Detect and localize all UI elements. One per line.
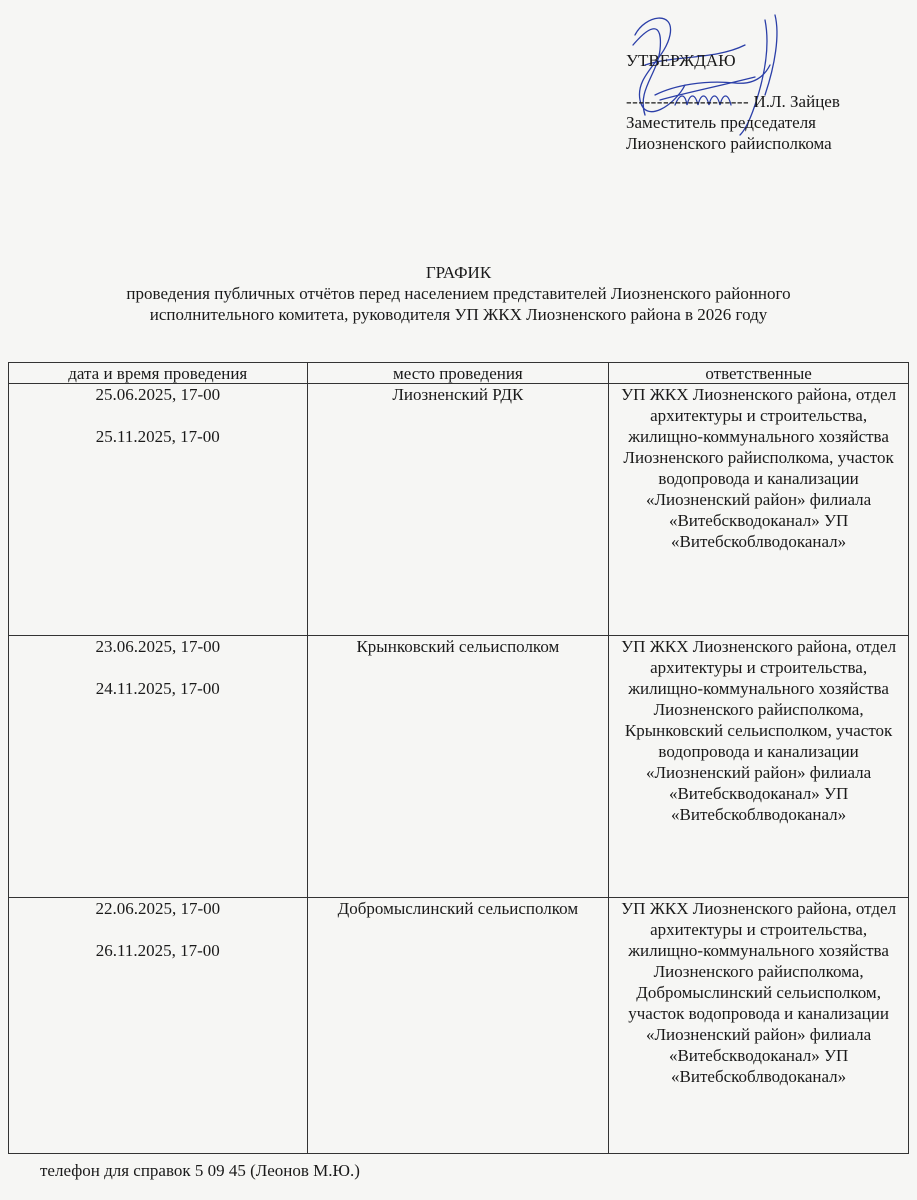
place-cell: Лиозненский РДК (307, 384, 609, 636)
responsible-cell: УП ЖКХ Лиозненского района, отдел архитектуры и строительства, жилищно-коммунального хозяйства Лиозненского райисполкома, Крынковский сельисполком, участок водопровода и канализации «Лиозненский район» филиала «Витебскводоканал» УП «Витебскоблводоканал» (609, 636, 909, 898)
date-first: 22.06.2025, 17-00 (95, 899, 221, 918)
document-subtitle-line1: проведения публичных отчётов перед населением представителей Лиозненского районного (126, 284, 791, 303)
place-cell: Добромыслинский сельисполком (307, 898, 609, 1154)
schedule-table (8, 362, 909, 1154)
column-header-responsible: ответственные (609, 363, 909, 384)
table-row (9, 384, 909, 636)
date-second: 24.11.2025, 17-00 (95, 679, 220, 698)
document-title-block (0, 262, 917, 325)
date-first: 23.06.2025, 17-00 (95, 637, 221, 656)
signatory-position-line1: Заместитель председателя (626, 113, 816, 132)
document-subtitle-line2: исполнительного комитета, руководителя УП ЖКХ Лиозненского района в 2026 году (149, 305, 768, 324)
signatory-name: И.Л. Зайцев (753, 92, 840, 111)
date-cell (9, 636, 308, 898)
table-header-row (9, 363, 909, 384)
approval-block (626, 50, 840, 154)
column-header-date: дата и время проведения (9, 363, 308, 384)
date-cell (9, 898, 308, 1154)
responsible-cell: УП ЖКХ Лиозненского района, отдел архитектуры и строительства, жилищно-коммунального хозяйства Лиозненского райисполкома, участок водопровода и канализации «Лиозненский район» филиала «Витебскводоканал» УП «Витебскоблводоканал» (609, 384, 909, 636)
date-second: 26.11.2025, 17-00 (95, 941, 220, 960)
contact-footer: телефон для справок 5 09 45 (Леонов М.Ю.) (40, 1161, 360, 1180)
signatory-position-line2: Лиозненского райисполкома (626, 134, 832, 153)
date-cell (9, 384, 308, 636)
approve-label: УТВЕРЖДАЮ (626, 51, 736, 70)
date-first: 25.06.2025, 17-00 (95, 385, 221, 404)
signature-dashes: -------------------- (626, 92, 750, 111)
column-header-place: место проведения (307, 363, 609, 384)
responsible-cell: УП ЖКХ Лиозненского района, отдел архитектуры и строительства, жилищно-коммунального хозяйства Лиозненского райисполкома, Добромыслинский сельисполком, участок водопровода и канализации «Лиозненский район» филиала «Витебскводоканал» УП «Витебскоблводоканал» (609, 898, 909, 1154)
place-cell: Крынковский сельисполком (307, 636, 609, 898)
table-row (9, 636, 909, 898)
signature-line (626, 91, 840, 112)
table-row (9, 898, 909, 1154)
document-heading: ГРАФИК (425, 263, 492, 282)
date-second: 25.11.2025, 17-00 (95, 427, 220, 446)
